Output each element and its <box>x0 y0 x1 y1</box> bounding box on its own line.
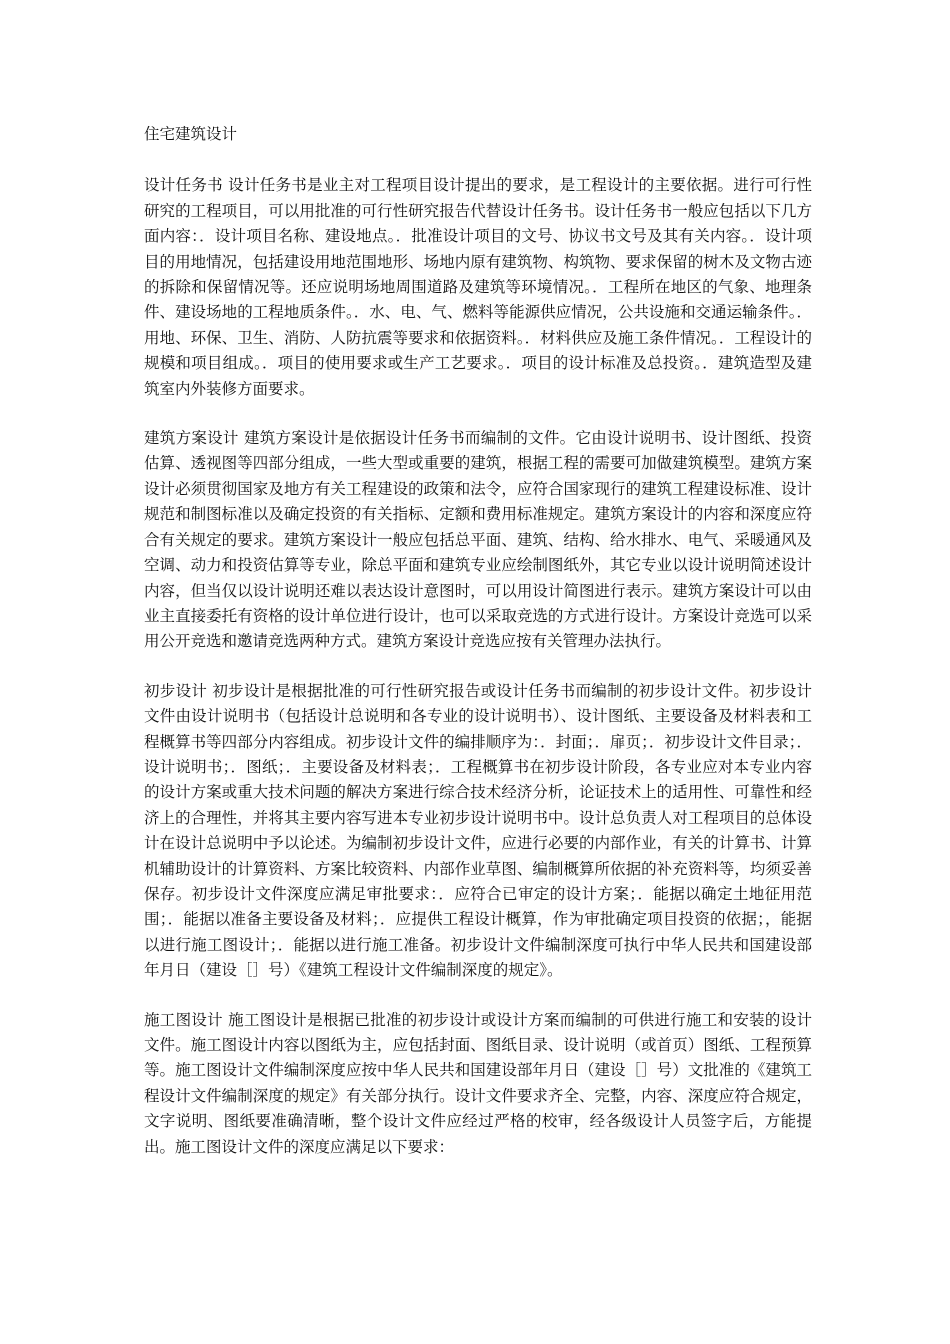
document-title: 住宅建筑设计 <box>144 125 238 143</box>
paragraph-design-brief: 设计任务书 设计任务书是业主对工程项目设计提出的要求，是工程设计的主要依据。进行可行性研究的工程项目，可以用批准的可行性研究报告代替设计任务书。设计任务书一般应包括以下几方面内容：．设计项目名称、建设地点。．批准设计项目的文号、协议书文号及其有关内容。．设计项目的用地情况，包括建设用地范围地形、场地内原有建筑物、构筑物、要求保留的树木及文物古迹的拆除和保留情况等。还应说明场地周围道路及建筑等环境情况。．工程所在地区的气象、地理条件、建设场地的工程地质条件。．水、电、气、燃料等能源供应情况，公共设施和交通运输条件。．用地、环保、卫生、消防、人防抗震等要求和依据资料。．材料供应及施工条件情况。．工程设计的规模和项目组成。．项目的使用要求或生产工艺要求。．项目的设计标准及总投资。．建筑造型及建筑室内外装修方面要求。 <box>144 176 812 398</box>
paragraph-preliminary-design: 初步设计 初步设计是根据批准的可行性研究报告或设计任务书而编制的初步设计文件。初步设计文件由设计说明书（包括设计总说明和各专业的设计说明书）、设计图纸、主要设备及材料表和工程概算书等四部分内容组成。初步设计文件的编排顺序为：．封面；．扉页；．初步设计文件目录；．设计说明书；．图纸；．主要设备及材料表；．工程概算书在初步设计阶段，各专业应对本专业内容的设计方案或重大技术问题的解决方案进行综合技术经济分析，论证技术上的适用性、可靠性和经济上的合理性，并将其主要内容写进本专业初步设计说明书中。设计总负责人对工程项目的总体设计在设计总说明中予以论述。为编制初步设计文件，应进行必要的内部作业，有关的计算书、计算机辅助设计的计算资料、方案比较资料、内部作业草图、编制概算所依据的补充资料等，均须妥善保存。初步设计文件深度应满足审批要求：．应符合已审定的设计方案；．能据以确定土地征用范围；．能据以准备主要设备及材料；．应提供工程设计概算，作为审批确定项目投资的依据；，能据以进行施工图设计；．能据以进行施工准备。初步设计文件编制深度可执行中华人民共和国建设部年月日（建设［］号）《建筑工程设计文件编制深度的规定》。 <box>144 681 812 980</box>
document-page <box>144 122 812 1184</box>
paragraph-construction-drawing-design: 施工图设计 施工图设计是根据已批准的初步设计或设计方案而编制的可供进行施工和安装的设计文件。施工图设计内容以图纸为主，应包括封面、图纸目录、设计说明（或首页）图纸、工程预算等。施工图设计文件编制深度应按中华人民共和国建设部年月日（建设［］号）文批准的《建筑工程设计文件编制深度的规定》有关部分执行。设计文件要求齐全、完整，内容、深度应符合规定，文字说明、图纸要准确清晰，整个设计文件应经过严格的校审，经各级设计人员签字后，方能提出。施工图设计文件的深度应满足以下要求： <box>144 1010 812 1156</box>
paragraph-scheme-design: 建筑方案设计 建筑方案设计是依据设计任务书而编制的文件。它由设计说明书、设计图纸、投资估算、透视图等四部分组成，一些大型或重要的建筑，根据工程的需要可加做建筑模型。建筑方案设计必须贯彻国家及地方有关工程建设的政策和法令，应符合国家现行的建筑工程建设标准、设计规范和制图标准以及确定投资的有关指标、定额和费用标准规定。建筑方案设计的内容和深度应符合有关规定的要求。建筑方案设计一般应包括总平面、建筑、结构、给水排水、电气、采暖通风及空调、动力和投资估算等专业，除总平面和建筑专业应绘制图纸外，其它专业以设计说明简述设计内容，但当仅以设计说明还难以表达设计意图时，可以用设计简图进行表示。建筑方案设计可以由业主直接委托有资格的设计单位进行设计，也可以采取竞选的方式进行设计。方案设计竞选可以采用公开竞选和邀请竞选两种方式。建筑方案设计竞选应按有关管理办法执行。 <box>144 429 812 651</box>
